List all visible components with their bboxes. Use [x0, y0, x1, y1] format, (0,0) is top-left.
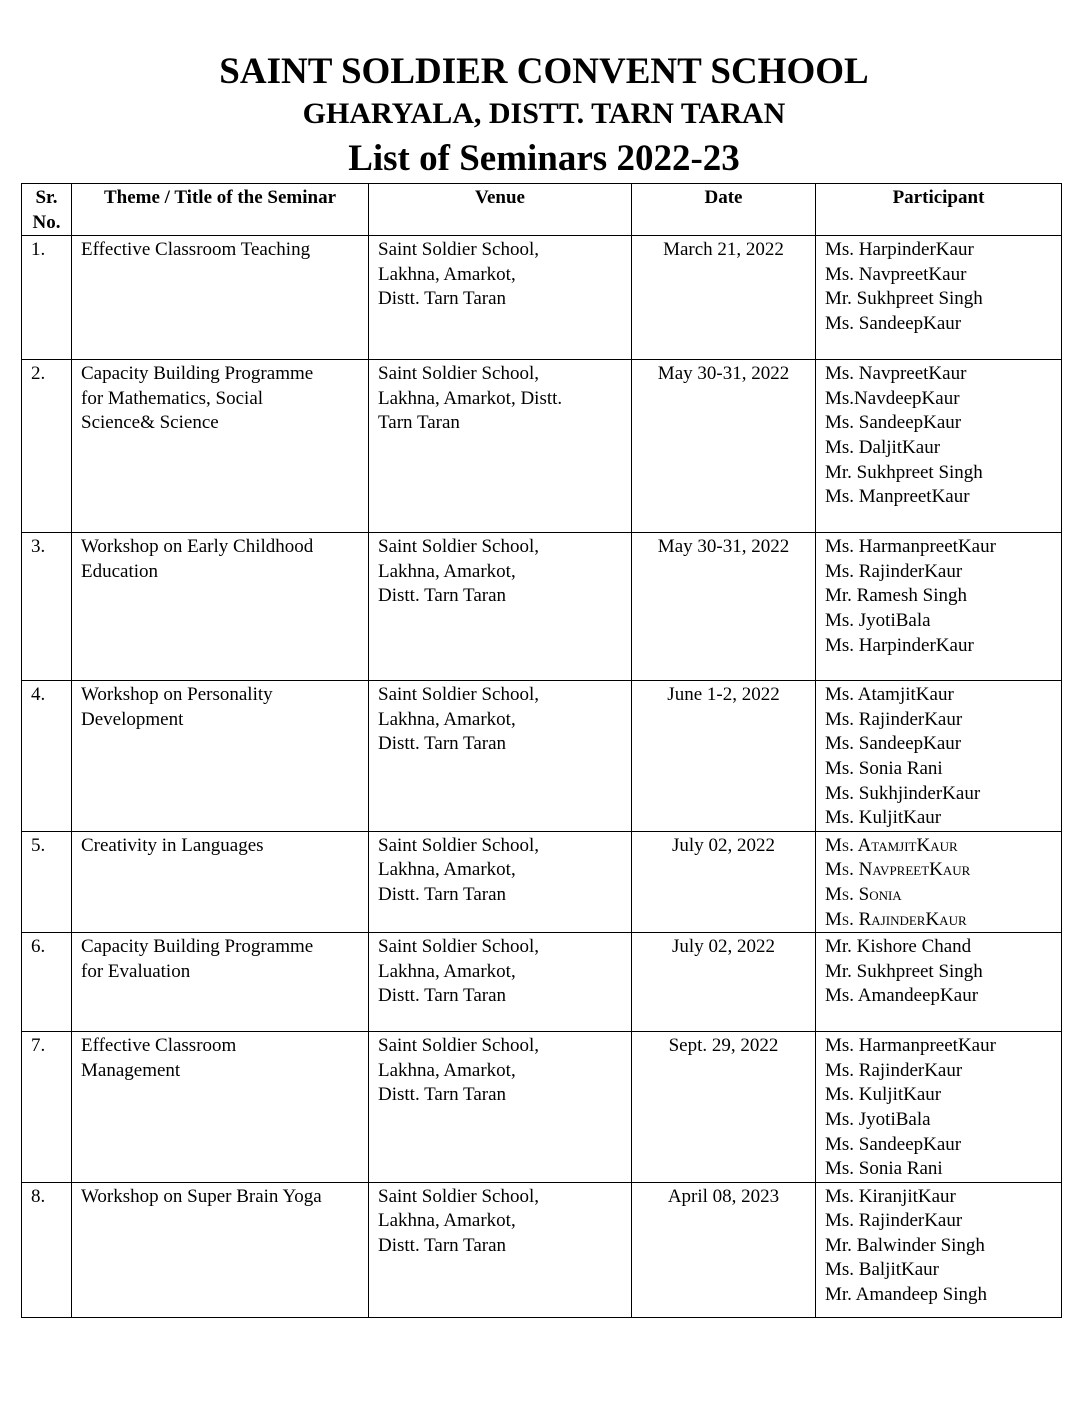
cell-venue — [369, 236, 632, 360]
cell-sr-no: 4. — [22, 681, 72, 832]
cell-date: July 02, 2022 — [632, 933, 816, 1032]
participant-name: Ms. BaljitKaur — [825, 1259, 939, 1281]
participant-name: Ms. NavpreetKaur — [825, 263, 967, 285]
table-row — [22, 533, 1062, 681]
venue-line: Saint Soldier School, — [378, 239, 539, 261]
participant-name: Ms. HarpinderKaur — [825, 239, 974, 261]
venue-line: Saint Soldier School, — [378, 1035, 539, 1057]
participant-name: Ms. JyotiBala — [825, 1108, 931, 1130]
participant-name: Ms. JyotiBala — [825, 609, 931, 631]
cell-theme — [72, 933, 369, 1032]
cell-date: June 1-2, 2022 — [632, 681, 816, 832]
venue-line: Distt. Tarn Taran — [378, 1084, 507, 1106]
table-row — [22, 681, 1062, 832]
theme-line: Workshop on Super Brain Yoga — [81, 1185, 322, 1207]
participant-name: Ms. AmandeepKaur — [825, 985, 979, 1007]
theme-line: Capacity Building Programme — [81, 936, 314, 958]
participant-name: Mr. Sukhpreet Singh — [825, 960, 983, 982]
participant-name: Ms. RajinderKaur — [825, 908, 967, 930]
school-address: GHARYALA, DISTT. TARN TARAN — [302, 97, 786, 130]
participant-name: Mr. Balwinder Singh — [825, 1234, 985, 1256]
venue-line: Lakhna, Amarkot, — [378, 1059, 516, 1081]
theme-line: for Mathematics, Social — [81, 387, 264, 409]
participant-name: Ms. AtamjitKaur — [825, 834, 958, 856]
participant-name: Mr. Sukhpreet Singh — [825, 288, 983, 310]
cell-theme — [72, 681, 369, 832]
venue-line: Lakhna, Amarkot, — [378, 1210, 516, 1232]
cell-theme — [72, 236, 369, 360]
cell-theme — [72, 1032, 369, 1183]
table-row — [22, 831, 1062, 932]
cell-participants — [816, 533, 1062, 681]
cell-venue — [369, 1182, 632, 1317]
cell-date: April 08, 2023 — [632, 1182, 816, 1317]
participant-name: Ms. SandeepKaur — [825, 1133, 962, 1155]
theme-line: for Evaluation — [81, 960, 191, 982]
participant-name: Mr. Kishore Chand — [825, 936, 972, 958]
participant-name: Ms. SandeepKaur — [825, 312, 962, 334]
venue-line: Distt. Tarn Taran — [378, 585, 507, 607]
participant-name: Ms. RajinderKaur — [825, 1059, 963, 1081]
table-row — [22, 1182, 1062, 1317]
venue-line: Saint Soldier School, — [378, 936, 539, 958]
cell-venue — [369, 360, 632, 533]
table-row — [22, 1032, 1062, 1183]
theme-line: Management — [81, 1059, 181, 1081]
participant-name: Ms. SandeepKaur — [825, 412, 962, 434]
table-row — [22, 236, 1062, 360]
participant-name: Ms. HarpinderKaur — [825, 634, 974, 656]
cell-date: July 02, 2022 — [632, 831, 816, 932]
cell-venue — [369, 831, 632, 932]
participant-name: Ms. KiranjitKaur — [825, 1185, 956, 1207]
venue-line: Saint Soldier School, — [378, 536, 539, 558]
participant-name: Ms. DaljitKaur — [825, 436, 941, 458]
venue-line: Saint Soldier School, — [378, 834, 539, 856]
column-header-theme: Theme / Title of the Seminar — [72, 184, 369, 236]
cell-participants — [816, 1032, 1062, 1183]
participant-name: Ms. Sonia Rani — [825, 757, 943, 779]
participant-name: Ms. NavpreetKaur — [825, 363, 967, 385]
participant-name: Ms. ManpreetKaur — [825, 486, 970, 508]
table-row — [22, 933, 1062, 1032]
cell-theme — [72, 831, 369, 932]
participant-name: Ms. HarmanpreetKaur — [825, 536, 996, 558]
participant-name: Ms.NavdeepKaur — [825, 387, 960, 409]
participant-name: Ms. RajinderKaur — [825, 560, 963, 582]
theme-line: Development — [81, 708, 184, 730]
cell-sr-no: 3. — [22, 533, 72, 681]
column-header-sr-line1: Sr. — [35, 187, 58, 208]
participant-name: Ms. AtamjitKaur — [825, 684, 954, 706]
cell-date: May 30-31, 2022 — [632, 533, 816, 681]
theme-line: Science& Science — [81, 412, 219, 434]
venue-line: Saint Soldier School, — [378, 684, 539, 706]
theme-line: Effective Classroom — [81, 1035, 237, 1057]
cell-sr-no: 2. — [22, 360, 72, 533]
participant-name: Ms. Sonia — [825, 883, 902, 905]
participant-name: Ms. Sonia Rani — [825, 1158, 943, 1180]
document-title: List of Seminars 2022-23 — [348, 138, 740, 179]
column-header-participant: Participant — [816, 184, 1062, 236]
participant-name: Ms. RajinderKaur — [825, 708, 963, 730]
participant-name: Ms. RajinderKaur — [825, 1210, 963, 1232]
cell-venue — [369, 681, 632, 832]
column-header-sr-line2: No. — [32, 211, 61, 233]
cell-date: March 21, 2022 — [632, 236, 816, 360]
venue-line: Distt. Tarn Taran — [378, 1234, 507, 1256]
participant-name: Ms. SandeepKaur — [825, 733, 962, 755]
theme-line: Effective Classroom Teaching — [81, 239, 311, 261]
cell-date: May 30-31, 2022 — [632, 360, 816, 533]
venue-line: Lakhna, Amarkot, — [378, 708, 516, 730]
venue-line: Saint Soldier School, — [378, 1185, 539, 1207]
cell-participants — [816, 831, 1062, 932]
cell-participants — [816, 360, 1062, 533]
cell-theme — [72, 1182, 369, 1317]
venue-line: Lakhna, Amarkot, — [378, 859, 516, 881]
venue-line: Tarn Taran — [378, 412, 460, 434]
cell-sr-no: 5. — [22, 831, 72, 932]
cell-sr-no: 6. — [22, 933, 72, 1032]
participant-name: Ms. HarmanpreetKaur — [825, 1035, 996, 1057]
school-name: SAINT SOLDIER CONVENT SCHOOL — [219, 51, 869, 92]
cell-participants — [816, 933, 1062, 1032]
venue-line: Lakhna, Amarkot, — [378, 560, 516, 582]
venue-line: Lakhna, Amarkot, — [378, 960, 516, 982]
venue-line: Lakhna, Amarkot, Distt. — [378, 387, 563, 409]
participant-name: Mr. Ramesh Singh — [825, 585, 967, 607]
venue-line: Lakhna, Amarkot, — [378, 263, 516, 285]
participant-name: Ms. KuljitKaur — [825, 1084, 942, 1106]
venue-line: Distt. Tarn Taran — [378, 883, 507, 905]
theme-line: Education — [81, 560, 159, 582]
participant-name: Mr. Sukhpreet Singh — [825, 461, 983, 483]
theme-line: Workshop on Early Childhood — [81, 536, 314, 558]
table-body — [22, 236, 1062, 1318]
cell-participants — [816, 1182, 1062, 1317]
participant-name: Mr. Amandeep Singh — [825, 1284, 988, 1306]
column-header-venue: Venue — [369, 184, 632, 236]
cell-sr-no: 7. — [22, 1032, 72, 1183]
participant-name: Ms. SukhjinderKaur — [825, 782, 981, 804]
venue-line: Distt. Tarn Taran — [378, 985, 507, 1007]
theme-line: Creativity in Languages — [81, 834, 264, 856]
venue-line: Saint Soldier School, — [378, 363, 539, 385]
venue-line: Distt. Tarn Taran — [378, 733, 507, 755]
cell-date: Sept. 29, 2022 — [632, 1032, 816, 1183]
cell-venue — [369, 533, 632, 681]
column-header-sr-no — [22, 184, 72, 236]
cell-theme — [72, 360, 369, 533]
table-row — [22, 360, 1062, 533]
participant-name: Ms. KuljitKaur — [825, 807, 942, 829]
cell-venue — [369, 1032, 632, 1183]
participant-name: Ms. NavpreetKaur — [825, 859, 971, 881]
seminars-table — [21, 183, 1062, 1318]
table-header-row — [22, 184, 1062, 236]
theme-line: Workshop on Personality — [81, 684, 273, 706]
cell-sr-no: 8. — [22, 1182, 72, 1317]
cell-sr-no: 1. — [22, 236, 72, 360]
venue-line: Distt. Tarn Taran — [378, 288, 507, 310]
cell-theme — [72, 533, 369, 681]
theme-line: Capacity Building Programme — [81, 363, 314, 385]
cell-venue — [369, 933, 632, 1032]
cell-participants — [816, 236, 1062, 360]
column-header-date: Date — [632, 184, 816, 236]
cell-participants — [816, 681, 1062, 832]
